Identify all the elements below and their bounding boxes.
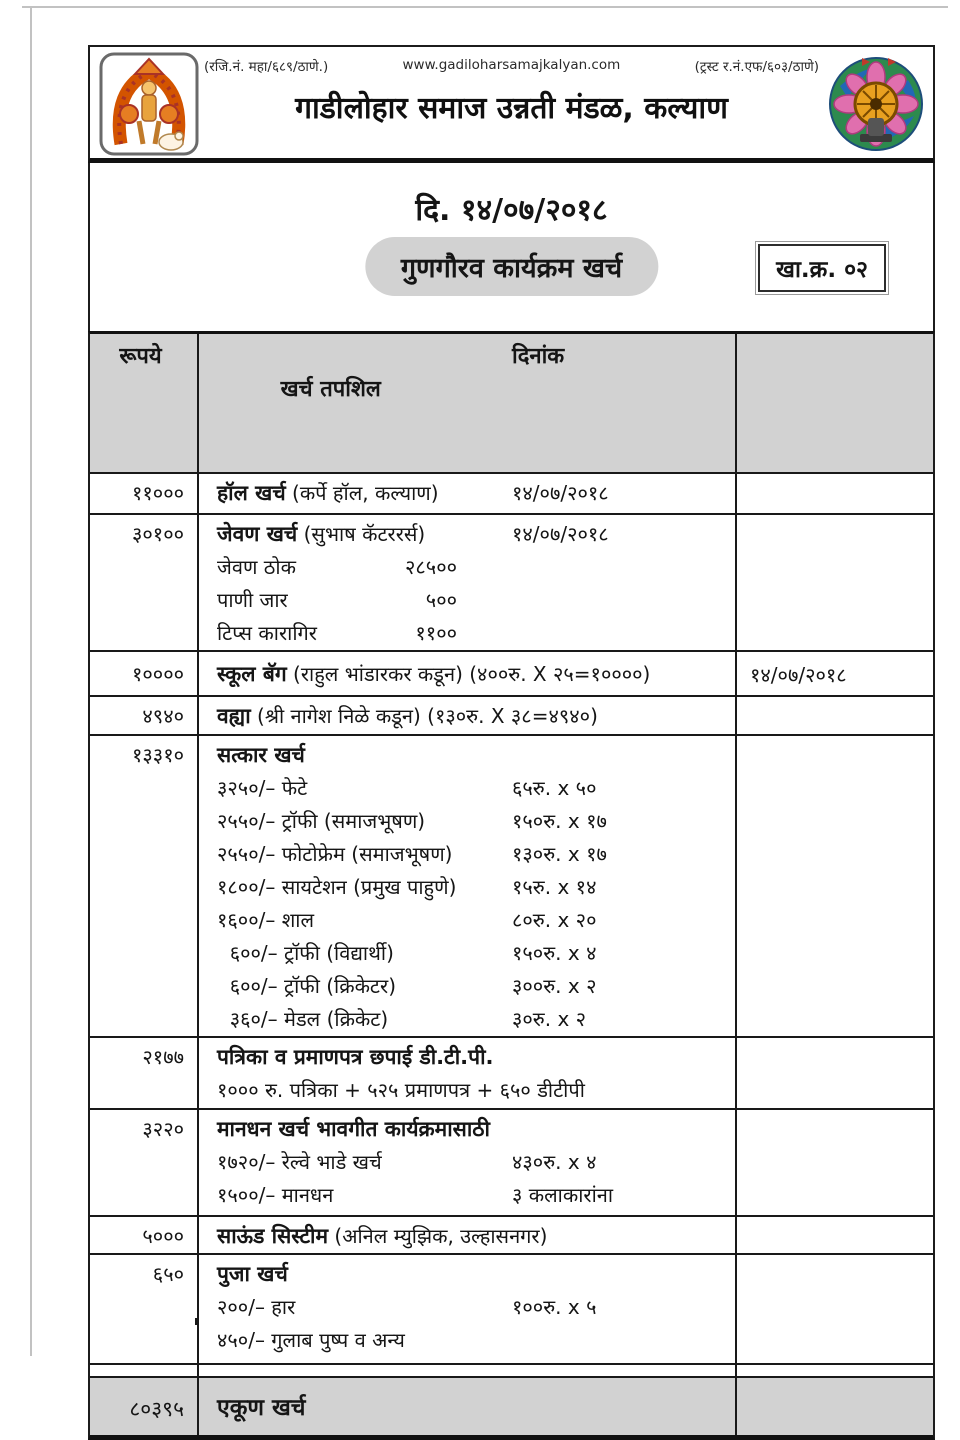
amount-cell: ५००० — [90, 1217, 199, 1253]
amount-cell: ३२२० — [90, 1110, 199, 1215]
total-label-cell — [199, 1378, 737, 1435]
table-row — [90, 513, 933, 650]
table-row-line: जेवण खर्च (सुभाष कॅटररर्स) १४/०७/२०१८ — [217, 522, 609, 546]
details-cell — [199, 652, 737, 695]
account-number: खा.क्र. ०२ — [758, 244, 886, 292]
details-cell — [199, 736, 737, 1036]
date-cell — [737, 736, 933, 1036]
table-row — [90, 695, 933, 734]
details-cell — [199, 1217, 737, 1253]
table-row-line: हॉल खर्च (कर्पे हॉल, कल्याण) १४/०७/२०१८ — [217, 481, 609, 505]
total-amount-cell: ८०३९५ — [90, 1378, 199, 1435]
table-row — [90, 472, 933, 513]
document-page — [88, 45, 935, 1440]
date-cell — [737, 697, 933, 734]
total-label: एकूण खर्च — [217, 1395, 306, 1421]
globe-lotus-emblem-icon — [826, 54, 926, 154]
amount-cell: ११००० — [90, 474, 199, 513]
date-cell — [737, 515, 933, 650]
amount-cell: २१७७ — [90, 1038, 199, 1108]
empty-spacer-row — [90, 1363, 933, 1376]
total-empty-cell — [737, 1378, 933, 1435]
table-row-line: २००/– हार १००रु. x ५ — [217, 1295, 597, 1319]
table-row-line: १८००/– सायटेशन (प्रमुख पाहुणे) १५रु. x १४ — [217, 875, 597, 899]
amount-cell: ४९४० — [90, 697, 199, 734]
details-cell — [199, 697, 737, 734]
letterhead-text — [204, 57, 819, 127]
amount-cell: १३३१० — [90, 736, 199, 1036]
table-row-line: स्कूल बॅग (राहुल भांडारकर कडून) (४००रु. X २५=१००००) — [217, 662, 651, 686]
border-stub — [195, 1318, 197, 1325]
date-cell — [737, 1255, 933, 1363]
date-cell — [737, 474, 933, 513]
table-row-line: १६००/– शाल ८०रु. x २० — [217, 908, 597, 932]
deity-emblem-icon — [99, 52, 199, 156]
table-row-line: २५५०/– ट्रॉफी (समाजभूषण) १५०रु. x १७ — [217, 809, 607, 833]
table-row — [90, 1036, 933, 1108]
table-row — [90, 1253, 933, 1363]
details-cell — [199, 474, 737, 513]
table-row — [90, 1215, 933, 1253]
column-header-empty — [737, 334, 933, 472]
details-cell — [199, 1255, 737, 1363]
table-row-line: ३६०/– मेडल (क्रिकेट) ३०रु. x २ — [217, 1007, 587, 1031]
table-row-line: सत्कार खर्च — [217, 743, 305, 767]
table-row-line: १००० रु. पत्रिका + ५२५ प्रमाणपत्र + ६५० डीटीपी — [217, 1078, 585, 1102]
table-row-line: पत्रिका व प्रमाणपत्र छपाई डी.टी.पी. — [217, 1045, 494, 1069]
table-row — [90, 650, 933, 695]
registration-number-left: (रजि.नं. महा/६८९/ठाणे.) — [204, 59, 329, 75]
table-row-line: २५५०/– फोटोफ्रेम (समाजभूषण) १३०रु. x १७ — [217, 842, 607, 866]
table-row-line: पुजा खर्च — [217, 1262, 288, 1286]
column-header-date: दिनांक — [512, 344, 565, 369]
page-edge-line-left — [30, 6, 32, 1356]
column-header-details-label: खर्च तपशिल — [280, 377, 381, 402]
program-title: गुणगौरव कार्यक्रम खर्च — [365, 237, 658, 296]
table-row-line: १७२०/– रेल्वे भाडे खर्च ४३०रु. x ४ — [217, 1150, 597, 1174]
table-row-line: जेवण ठोक २८५०० — [217, 555, 457, 579]
details-cell — [199, 1038, 737, 1108]
table-row-line: वह्या (श्री नागेश निळे कडून) (१३०रु. X ३८=४९४०) — [217, 704, 598, 728]
table-header-row — [90, 334, 933, 472]
details-cell — [199, 1110, 737, 1215]
table-row-line: ४५०/– गुलाब पुष्प व अन्य — [217, 1328, 405, 1352]
total-row — [90, 1376, 933, 1435]
website-url: www.gadiloharsamajkalyan.com — [402, 57, 621, 73]
expense-table — [88, 331, 935, 1440]
amount-cell: ३०१०० — [90, 515, 199, 650]
amount-cell: ६५० — [90, 1255, 199, 1363]
table-row-line: १५००/– मानधन ३ कलाकारांना — [217, 1183, 614, 1207]
column-header-details — [199, 334, 737, 472]
table-row-line: साऊंड सिस्टीम (अनिल म्युझिक, उल्हासनगर) — [217, 1224, 548, 1248]
account-number-box — [755, 241, 889, 295]
border-stub — [735, 1318, 737, 1325]
page-edge-line-top — [22, 6, 948, 8]
table-row-line: पाणी जार ५०० — [217, 588, 457, 612]
date-cell — [737, 1038, 933, 1108]
subheader-section — [88, 163, 935, 331]
date-cell: १४/०७/२०१८ — [750, 663, 847, 687]
document-date: दि. १४/०७/२०१८ — [415, 193, 608, 228]
details-cell — [199, 515, 737, 650]
date-cell — [737, 1110, 933, 1215]
table-row-line: टिप्स कारागिर ११०० — [217, 621, 457, 645]
table-row — [90, 1108, 933, 1215]
table-row-line: ३२५०/– फेटे ६५रु. x ५० — [217, 776, 597, 800]
amount-cell: १०००० — [90, 652, 199, 695]
organization-name: गाडीलोहार समाज उन्नती मंडळ, कल्याण — [295, 91, 728, 126]
trust-number-right: (ट्रस्ट र.नं.एफ/६०३/ठाणे) — [694, 59, 819, 75]
letterhead — [88, 45, 935, 163]
table-row-line: ६००/– ट्रॉफी (विद्यार्थी) १५०रु. x ४ — [217, 941, 597, 965]
table-row-line: ६००/– ट्रॉफी (क्रिकेटर) ३००रु. x २ — [217, 974, 597, 998]
table-row — [90, 734, 933, 1036]
table-row-line: मानधन खर्च भावगीत कार्यक्रमासाठी — [217, 1117, 490, 1141]
date-cell — [737, 1217, 933, 1253]
column-header-rupees: रूपये — [90, 334, 199, 472]
